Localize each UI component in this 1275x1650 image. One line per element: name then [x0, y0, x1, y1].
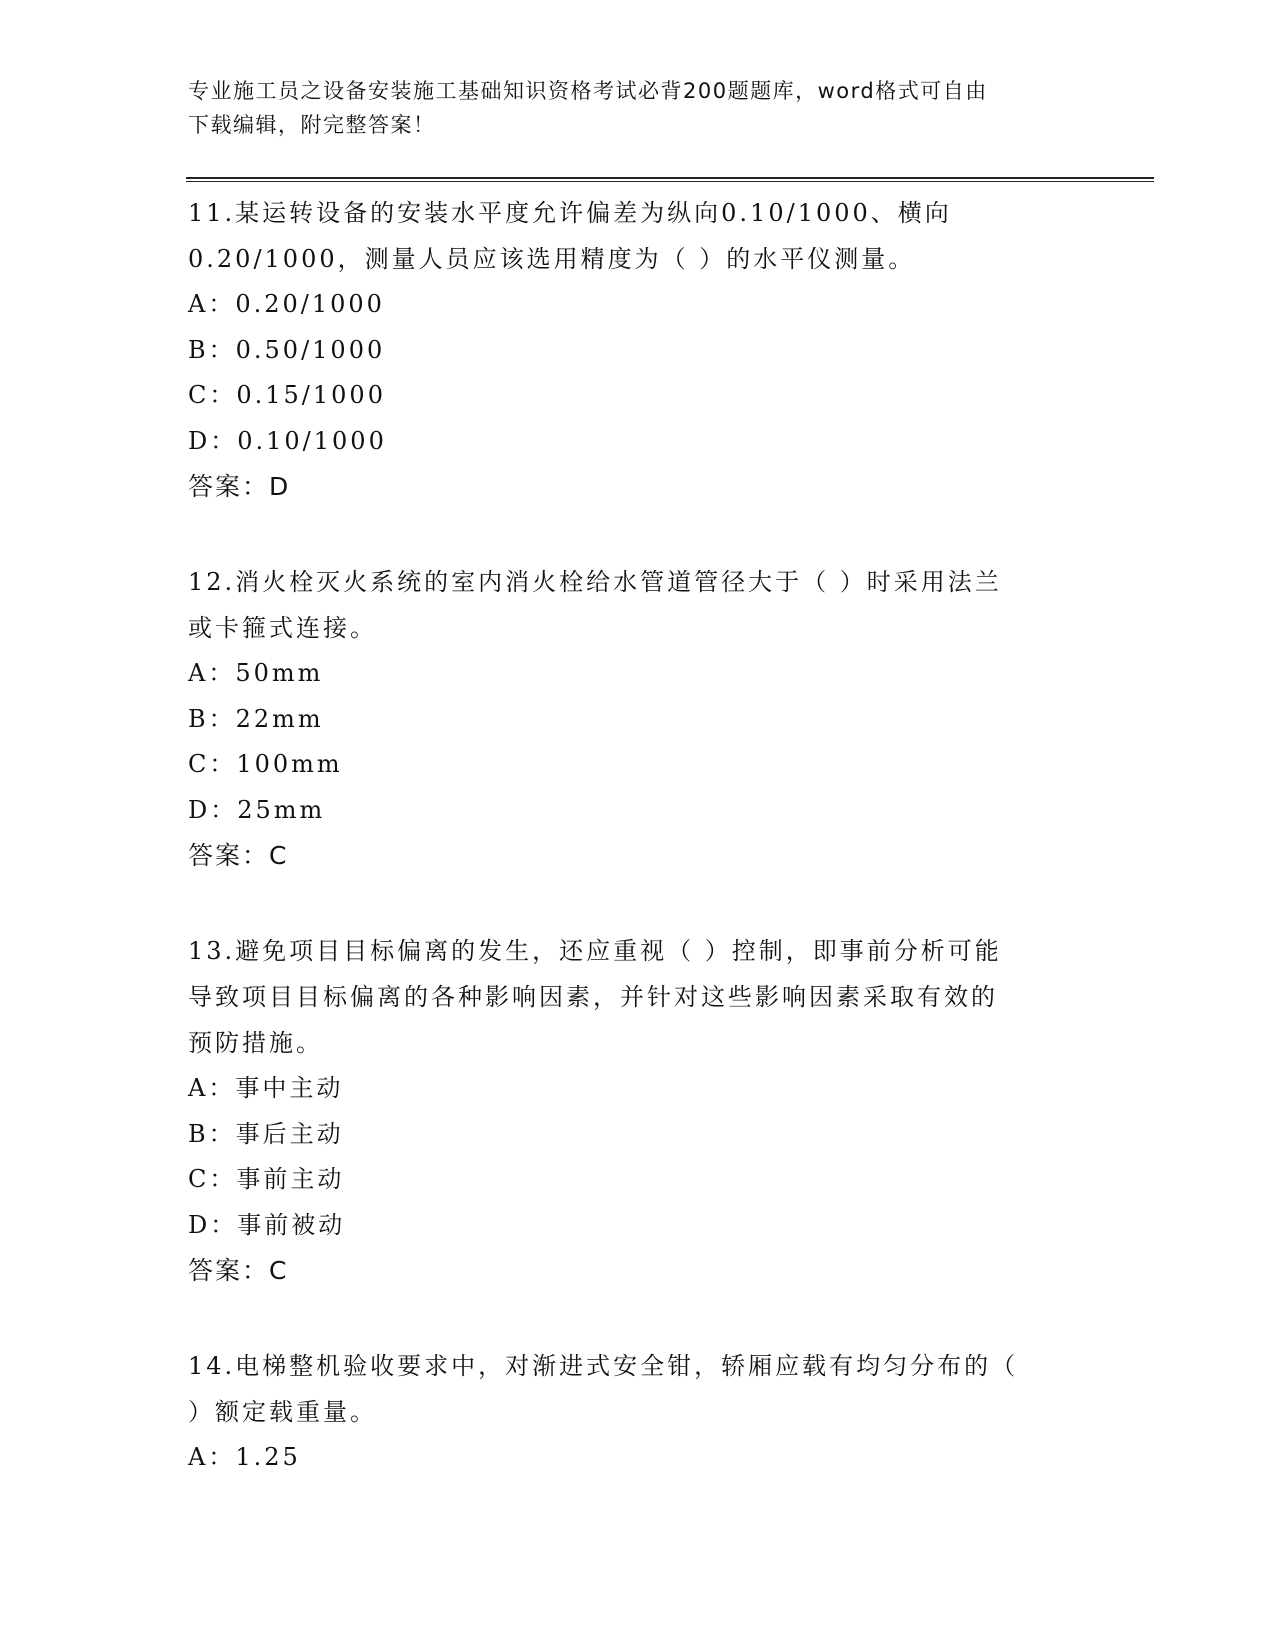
question-stem-line: 13.避免项目目标偏离的发生，还应重视（ ）控制，即事前分析可能	[188, 937, 1002, 965]
question-stem-line: 12.消火栓灭火系统的室内消火栓给水管道管径大于（ ）时采用法兰	[188, 568, 1002, 596]
option-a: A：1.25	[188, 1443, 301, 1471]
option-a: A：50mm	[188, 659, 324, 687]
option-a: A：0.20/1000	[188, 290, 385, 318]
answer-line: 答案：C	[188, 841, 289, 870]
question-stem-line: 导致项目目标偏离的各种影响因素，并针对这些影响因素采取有效的	[188, 983, 998, 1011]
question-12	[188, 559, 1088, 879]
option-b: B：22mm	[188, 704, 324, 733]
question-11	[188, 190, 1088, 510]
option-c: C：0.15/1000	[188, 381, 386, 409]
question-stem-line: 11.某运转设备的安装水平度允许偏差为纵向0.10/1000、横向	[188, 199, 952, 227]
question-stem-line: 或卡箍式连接。	[188, 614, 377, 642]
option-d: D：25mm	[188, 795, 326, 824]
option-c: C：100mm	[188, 750, 343, 778]
question-list	[188, 190, 1088, 1530]
option-b: B：事后主动	[188, 1119, 344, 1148]
question-stem-line: 0.20/1000，测量人员应该选用精度为（ ）的水平仪测量。	[188, 245, 916, 273]
question-14	[188, 1343, 1088, 1481]
header-line-1: 专业施工员之设备安装施工基础知识资格考试必背200题题库，word格式可自由	[188, 79, 988, 103]
answer-line: 答案：C	[188, 1256, 289, 1285]
document-header	[188, 74, 1068, 142]
header-line-2: 下载编辑，附完整答案！	[188, 113, 436, 137]
question-stem-line: 14.电梯整机验收要求中，对渐进式安全钳，轿厢应载有均匀分布的（	[188, 1352, 1019, 1380]
option-d: D：0.10/1000	[188, 426, 387, 455]
question-13	[188, 928, 1088, 1294]
option-c: C：事前主动	[188, 1165, 345, 1193]
question-stem-line: 预防措施。	[188, 1029, 323, 1057]
header-divider-thin	[186, 181, 1154, 182]
header-divider-thick	[186, 177, 1154, 179]
option-b: B：0.50/1000	[188, 335, 386, 364]
answer-line: 答案：D	[188, 472, 291, 501]
option-a: A：事中主动	[188, 1074, 344, 1102]
option-d: D：事前被动	[188, 1210, 346, 1239]
question-stem-line: ）额定载重量。	[188, 1398, 377, 1426]
